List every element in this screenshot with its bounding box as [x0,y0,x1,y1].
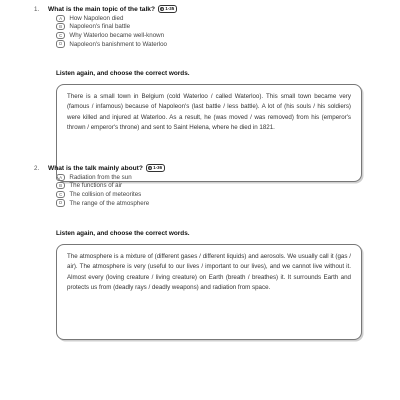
option-text: Why Waterloo became well-known [69,31,165,39]
question-1-header [34,5,177,13]
instruction-text: Listen again, and choose the correct words. [56,70,190,77]
cd-icon: ● [161,6,164,11]
option-text: The functions of air [69,182,123,190]
audio-track-badge[interactable] [158,5,177,13]
option-a[interactable] [56,173,149,182]
question-2-options [56,173,149,207]
option-letter: B [56,182,65,189]
question-number: 2. [34,164,40,172]
option-text: The range of the atmosphere [69,199,150,207]
question-2-header [34,164,165,172]
question-text: What is the main topic of the talk? [48,5,155,13]
option-text: The collision of meteorites [69,190,142,198]
passage-text: There is a small town in Belgium (cold Waterloo / called Waterloo). This small town became very (famous / infamous) because of Napoleon's (last battle / less battle). A lot of (his souls / his soldiers) were killed and injured at Waterloo. As a result, he (was moved / was removed) from his (emperor's thrown / emperor's throne) and sent to Saint Helena, where he died in 1821. [67,93,351,132]
option-letter: C [56,191,65,198]
option-d[interactable] [56,199,149,208]
option-b[interactable] [56,182,149,191]
option-a[interactable] [56,14,167,23]
cd-icon: ● [149,165,152,170]
audio-track-badge[interactable] [146,164,165,172]
question-1-options [56,14,167,48]
instruction-text: Listen again, and choose the correct words. [56,230,190,237]
option-text: Napoleon's final battle [69,23,131,31]
option-letter: B [56,23,65,30]
option-text: Radiation from the sun [69,173,132,181]
question-text: What is the talk mainly about? [48,164,143,172]
option-text: How Napoleon died [69,14,124,22]
passage-box-2 [56,244,362,340]
passage-text: The atmosphere is a mixture of (different gases / different liquids) and aerosols. We usually call it (gas / air). The atmosphere is very (useful to our lives / important to our lives), and we cannot live without it. Almost every (loving creature / living creature) on Earth (breath / breathes) it. It surrounds Earth and protects us from (deadly rays / deadly weapons) and radiation from space. [67,253,351,292]
option-letter: A [56,15,65,22]
option-c[interactable] [56,31,167,40]
option-text: Napoleon's banishment to Waterloo [69,40,167,48]
question-number: 1. [34,5,40,13]
option-letter: A [56,174,65,181]
option-letter: D [56,40,65,47]
track-number: 1-35 [165,6,175,11]
option-letter: C [56,32,65,39]
track-number: 1-36 [153,165,163,170]
option-b[interactable] [56,23,167,32]
option-letter: D [56,199,65,206]
option-c[interactable] [56,190,149,199]
option-d[interactable] [56,40,167,49]
